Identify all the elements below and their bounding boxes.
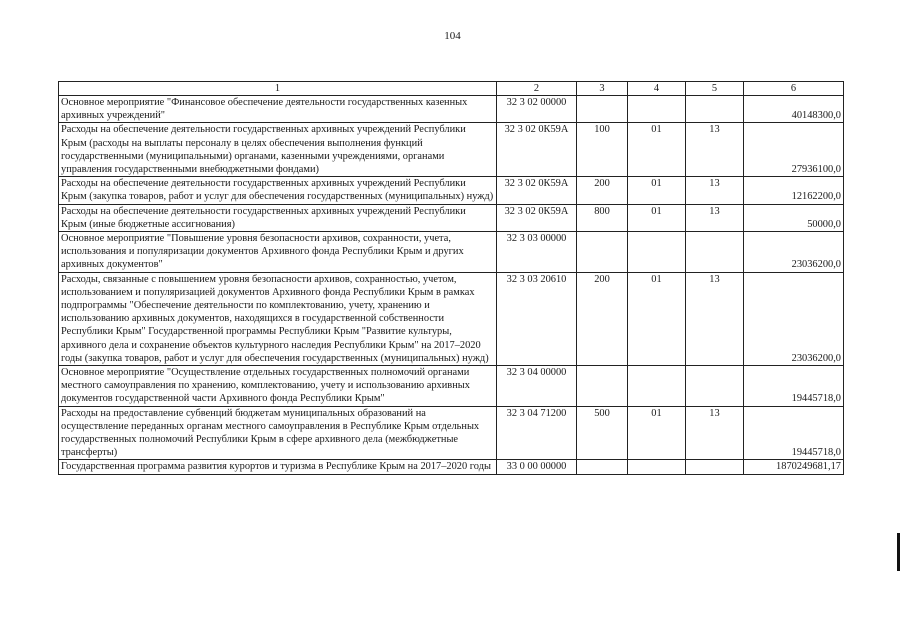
header-col-2: 2	[497, 82, 577, 96]
table-row	[59, 232, 844, 273]
row-expense-type-cell	[577, 232, 628, 273]
row-amount-cell: 27936100,0	[744, 123, 844, 177]
row-subsection-cell	[686, 96, 744, 123]
row-expense-type-cell: 800	[577, 204, 628, 231]
row-amount-cell: 50000,0	[744, 204, 844, 231]
row-subsection-cell: 13	[686, 123, 744, 177]
row-expense-type-cell	[577, 96, 628, 123]
table-row	[59, 406, 844, 460]
row-subsection-cell	[686, 232, 744, 273]
row-amount-cell: 40148300,0	[744, 96, 844, 123]
table-header-row	[59, 82, 844, 96]
row-code-cell: 32 3 02 0К59А	[497, 177, 577, 204]
row-section-cell: 01	[628, 406, 686, 460]
row-section-cell	[628, 366, 686, 407]
row-section-cell: 01	[628, 204, 686, 231]
table-row	[59, 177, 844, 204]
row-code-cell: 32 3 02 0К59А	[497, 123, 577, 177]
table-row	[59, 366, 844, 407]
row-name-cell: Расходы на предоставление субвенций бюджетам муниципальных образований на осуществление переданных органам местного самоуправления в Республике Крым отдельных государственных полномочий Республики Крым в сфере архивного дела (межбюджетные трансферты)	[59, 406, 497, 460]
header-col-5: 5	[686, 82, 744, 96]
row-expense-type-cell: 200	[577, 177, 628, 204]
row-expense-type-cell: 200	[577, 272, 628, 365]
page-number: 104	[444, 30, 461, 42]
row-amount-cell: 19445718,0	[744, 366, 844, 407]
header-col-4: 4	[628, 82, 686, 96]
row-expense-type-cell	[577, 366, 628, 407]
row-section-cell	[628, 460, 686, 474]
row-section-cell	[628, 232, 686, 273]
row-code-cell: 32 3 04 71200	[497, 406, 577, 460]
row-code-cell: 32 3 03 20610	[497, 272, 577, 365]
row-code-cell: 32 3 02 0К59А	[497, 204, 577, 231]
row-code-cell: 32 3 03 00000	[497, 232, 577, 273]
row-name-cell: Расходы, связанные с повышением уровня безопасности архивов, сохранностью, учетом, использованием и популяризацией документов Архивного фонда Республики Крым в рамках подпрограммы "Обеспечение деятельности по комплектованию, учету, хранению и использованию архивных документов, находящихся в государственной собственности Республики Крым" Государственной программы Республики Крым "Развитие культуры, архивного дела и сохранение объектов культурного наследия Республики Крым" на 2017–2020 годы (закупка товаров, работ и услуг для обеспечения государственных (муниципальных) нужд)	[59, 272, 497, 365]
row-section-cell	[628, 96, 686, 123]
row-name-cell: Расходы на обеспечение деятельности государственных архивных учреждений Республики Крым (закупка товаров, работ и услуг для обеспечения государственных (муниципальных) нужд)	[59, 177, 497, 204]
row-expense-type-cell: 500	[577, 406, 628, 460]
row-subsection-cell: 13	[686, 406, 744, 460]
row-name-cell: Государственная программа развития курортов и туризма в Республике Крым на 2017–2020 годы	[59, 460, 497, 474]
table-row	[59, 96, 844, 123]
row-section-cell: 01	[628, 272, 686, 365]
header-col-1: 1	[59, 82, 497, 96]
row-expense-type-cell	[577, 460, 628, 474]
row-code-cell: 32 3 02 00000	[497, 96, 577, 123]
row-name-cell: Расходы на обеспечение деятельности государственных архивных учреждений Республики Крым (расходы на выплаты персоналу в целях обеспечения выполнения функций государственными (муниципальными) органами, казенными учреждениями, органами управления государственными внебюджетными фондами)	[59, 123, 497, 177]
row-subsection-cell	[686, 366, 744, 407]
row-section-cell: 01	[628, 177, 686, 204]
row-name-cell: Основное мероприятие "Повышение уровня безопасности архивов, сохранности, учета, использования и популяризации документов Архивного фонда Республики Крым и других архивных документов"	[59, 232, 497, 273]
row-subsection-cell	[686, 460, 744, 474]
row-expense-type-cell: 100	[577, 123, 628, 177]
row-amount-cell: 23036200,0	[744, 272, 844, 365]
budget-table	[58, 81, 844, 475]
row-subsection-cell: 13	[686, 272, 744, 365]
table-row	[59, 460, 844, 474]
table-row	[59, 204, 844, 231]
row-amount-cell: 1870249681,17	[744, 460, 844, 474]
row-subsection-cell: 13	[686, 204, 744, 231]
row-code-cell: 33 0 00 00000	[497, 460, 577, 474]
table-row	[59, 123, 844, 177]
row-name-cell: Основное мероприятие "Финансовое обеспечение деятельности государственных казенных архивных учреждений"	[59, 96, 497, 123]
scan-edge-mark	[897, 533, 900, 571]
header-col-6: 6	[744, 82, 844, 96]
header-col-3: 3	[577, 82, 628, 96]
row-subsection-cell: 13	[686, 177, 744, 204]
row-name-cell: Расходы на обеспечение деятельности государственных архивных учреждений Республики Крым (иные бюджетные ассигнования)	[59, 204, 497, 231]
row-amount-cell: 23036200,0	[744, 232, 844, 273]
row-amount-cell: 12162200,0	[744, 177, 844, 204]
row-name-cell: Основное мероприятие "Осуществление отдельных государственных полномочий органами местного самоуправления по хранению, комплектованию, учету и использованию архивных документов государственной части Архивного фонда Республики Крым"	[59, 366, 497, 407]
table-row	[59, 272, 844, 365]
row-amount-cell: 19445718,0	[744, 406, 844, 460]
row-section-cell: 01	[628, 123, 686, 177]
row-code-cell: 32 3 04 00000	[497, 366, 577, 407]
